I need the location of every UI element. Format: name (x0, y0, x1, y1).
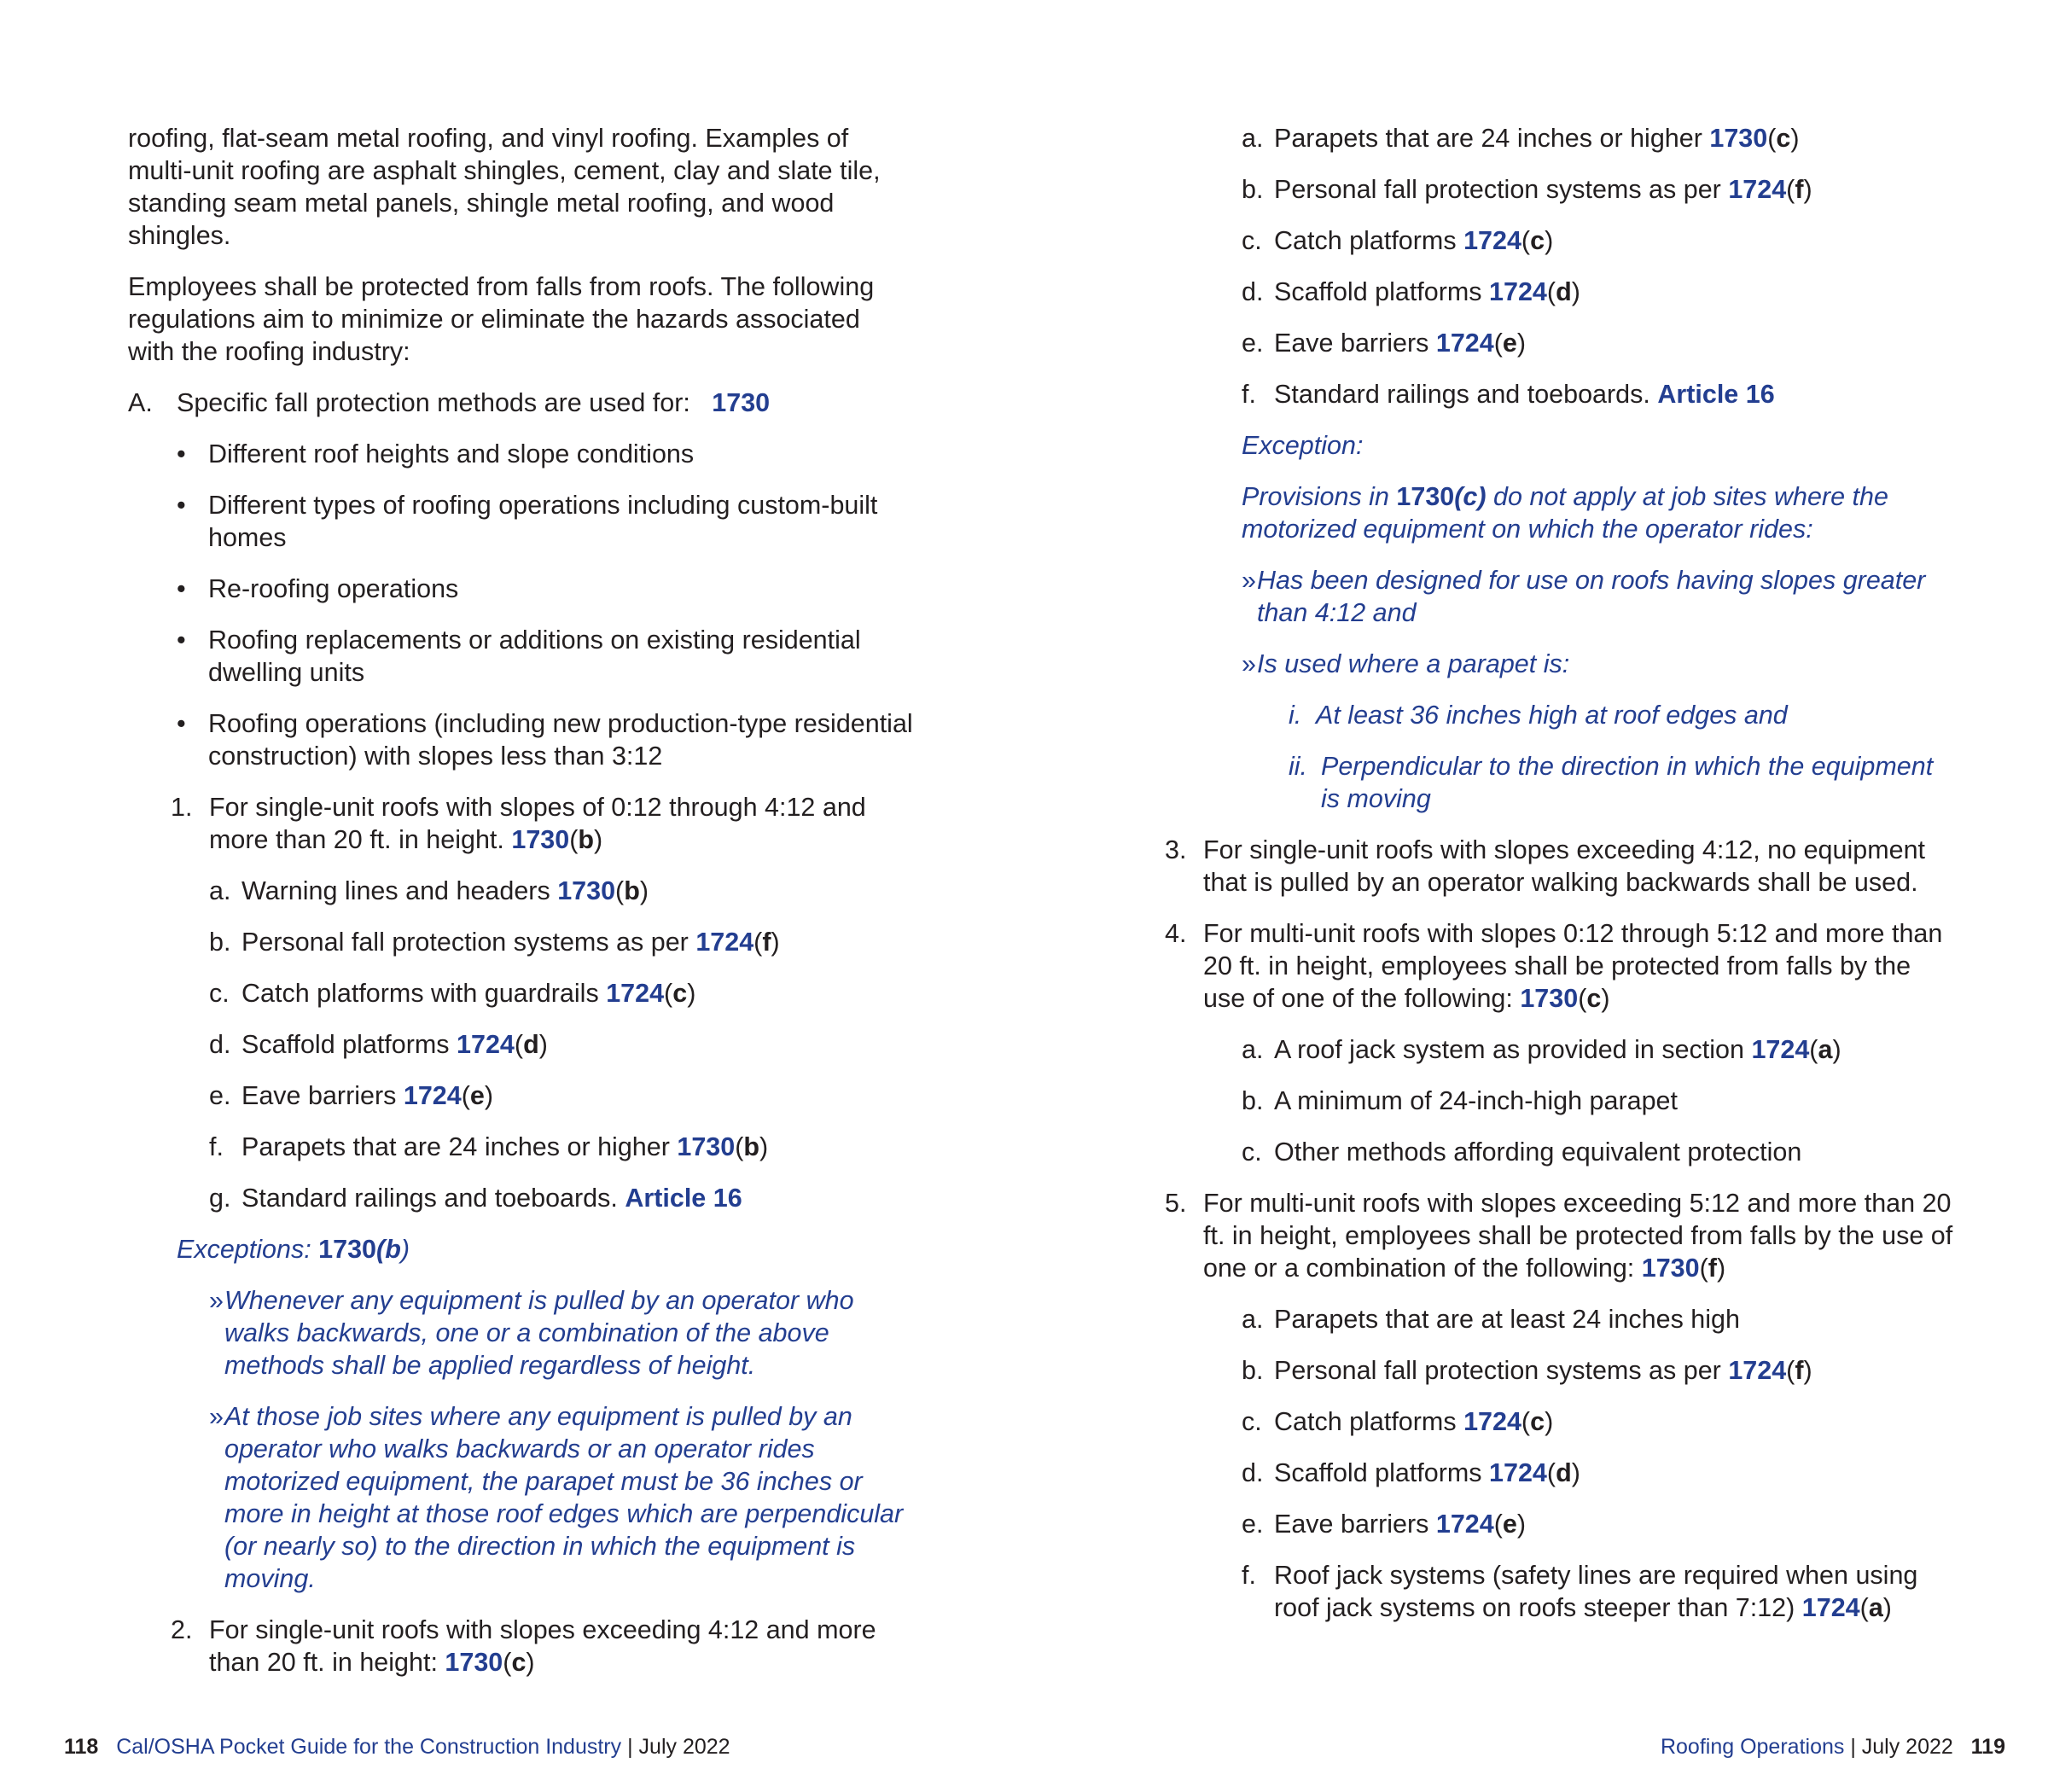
list-text: A roof jack system as provided in section (1274, 1035, 1744, 1064)
list-marker: e. (1242, 1510, 1264, 1539)
subsection-letter: a (1818, 1035, 1833, 1064)
sub-item (209, 1182, 913, 1214)
exceptions-heading: Exceptions: 1730(b) (177, 1235, 410, 1264)
section-ref-link[interactable]: 1724 (1728, 175, 1787, 204)
left-page-column (128, 122, 913, 1697)
sub-item: b. Personal fall protection systems as per 1724(f) (1242, 175, 1812, 204)
section-ref-link[interactable]: 1730 (318, 1235, 377, 1264)
subsection-letter: c (1530, 1407, 1545, 1436)
exception-item (1242, 648, 1954, 680)
list-text: Scaffold platforms (1274, 1458, 1482, 1487)
section-ref-link[interactable]: 1730 (712, 388, 771, 417)
list-text: Other methods affording equivalent protection (1274, 1137, 1802, 1167)
subsection-letter: b (385, 1235, 401, 1264)
section-ref-link[interactable]: 1724 (1435, 1510, 1494, 1539)
numbered-item-4: 4. For multi-unit roofs with slopes 0:12 through 5:12 and more than 20 ft. in height, employees shall be protected from falls by the use of one of the following: 1730(c) (1165, 919, 1943, 1013)
section-ref-link[interactable]: 1724 (695, 928, 754, 957)
sub-item: a. A roof jack system as provided in section 1724(a) (1242, 1035, 1841, 1064)
footer-date: July 2022 (1861, 1735, 1953, 1759)
exception-text: do not apply at job sites where the motorized equipment on which the operator rides: (1242, 482, 1888, 544)
sub-item: c. Catch platforms with guardrails 1724(c) (209, 979, 696, 1008)
subsection-letter: a (1868, 1593, 1883, 1622)
list-marker: 3. (1165, 835, 1187, 864)
list-marker: e. (209, 1081, 231, 1110)
sub-item: e. Eave barriers 1724(e) (1242, 1510, 1527, 1539)
right-page-footer (1661, 1734, 2005, 1760)
subsection-letter: e (1502, 329, 1517, 358)
section-ref-link[interactable]: 1724 (606, 979, 665, 1008)
section-ref-link[interactable]: 1730 (1641, 1254, 1700, 1283)
list-text: Parapets that are at least 24 inches high (1274, 1305, 1740, 1334)
subsection-letter: b (624, 876, 640, 905)
right-page-column (1165, 122, 1954, 1643)
article-ref-link[interactable]: Article 16 (1657, 380, 1775, 409)
subsection-letter: c (1463, 482, 1478, 511)
bullet-item (177, 489, 913, 554)
sub-item: d. Scaffold platforms 1724(d) (1242, 277, 1580, 306)
list-text: Standard railings and toeboards. (1274, 380, 1650, 409)
list-text: Catch platforms with guardrails (241, 979, 599, 1008)
subsection-letter: e (469, 1081, 485, 1110)
list-text: For single-unit roofs with slopes of 0:12 through 4:12 and more than 20 ft. in height. (209, 793, 866, 854)
bullet-icon: • (177, 491, 186, 520)
list-text: Catch platforms (1274, 1407, 1457, 1436)
section-ref-link[interactable]: 1724 (1435, 329, 1494, 358)
list-text: Scaffold platforms (241, 1030, 450, 1059)
exception-text: Provisions in (1242, 482, 1389, 511)
list-marker: f. (1242, 380, 1256, 409)
exceptions-label: Exceptions: (177, 1235, 311, 1264)
bullet-text: Different roof heights and slope conditions (208, 439, 695, 468)
list-text: For multi-unit roofs with slopes exceeding 5:12 and more than 20 ft. in height, employees shall be protected from falls by the use of one or a combination of the following: (1203, 1189, 1953, 1283)
list-marker: a. (209, 876, 231, 905)
bullet-item (177, 573, 913, 605)
list-marker: d. (1242, 1458, 1264, 1487)
bullet-icon: • (177, 709, 186, 738)
list-marker: 5. (1165, 1189, 1187, 1218)
sub-item: b. Personal fall protection systems as per 1724(f) (1242, 1356, 1812, 1385)
subsection-letter: b (743, 1132, 760, 1161)
list-text: Scaffold platforms (1274, 277, 1482, 306)
sub-item (1242, 1136, 1954, 1168)
list-text: Standard railings and toeboards. (241, 1184, 618, 1213)
subsection-letter: d (1556, 277, 1572, 306)
article-ref-link[interactable]: Article 16 (625, 1184, 742, 1213)
list-marker: f. (1242, 1561, 1256, 1590)
chevron-right-icon: » (1242, 566, 1256, 595)
list-text: Parapets that are 24 inches or higher (1274, 124, 1702, 153)
section-ref-link[interactable]: 1730 (677, 1132, 736, 1161)
list-marker: c. (1242, 226, 1262, 255)
bullet-text: Roofing operations (including new production-type residential construction) with slopes less than 3:12 (208, 709, 913, 771)
sub-item (1242, 378, 1954, 410)
footer-separator: | (627, 1735, 633, 1759)
section-ref-link[interactable]: 1730 (1520, 984, 1579, 1013)
page-number: 118 (64, 1735, 99, 1759)
bullet-item (177, 624, 913, 689)
subsection-letter: c (1586, 984, 1602, 1013)
bullet-item (177, 438, 913, 470)
page-number: 119 (1970, 1735, 2005, 1759)
list-marker: f. (209, 1132, 224, 1161)
subsection-letter: c (511, 1648, 527, 1677)
chevron-right-icon: » (209, 1286, 224, 1315)
sub-item: f. Roof jack systems (safety lines are required when using roof jack systems on roofs steeper than 7:12) 1724(a) (1242, 1561, 1918, 1622)
subsection-letter: d (523, 1030, 539, 1059)
section-ref-link[interactable]: 1724 (457, 1030, 515, 1059)
list-marker: c. (1242, 1407, 1262, 1436)
list-text: For multi-unit roofs with slopes 0:12 through 5:12 and more than 20 ft. in height, employees shall be protected from falls by the use of one of the following: (1203, 919, 1943, 1013)
section-ref-link[interactable]: 1724 (1463, 226, 1521, 255)
bullet-text: Re-roofing operations (208, 574, 459, 603)
list-text: Eave barriers (1274, 1510, 1429, 1539)
list-text: Warning lines and headers (241, 876, 550, 905)
bullet-item (177, 707, 913, 772)
list-text: A minimum of 24-inch-high parapet (1274, 1086, 1678, 1115)
subsection-letter: c (672, 979, 688, 1008)
subsection-letter: c (1530, 226, 1545, 255)
sub-item: d. Scaffold platforms 1724(d) (1242, 1458, 1580, 1487)
numbered-item-1: 1. For single-unit roofs with slopes of 0:12 through 4:12 and more than 20 ft. in height. 1730(b) (171, 793, 866, 854)
footer-separator: | (1850, 1735, 1856, 1759)
section-ref-link[interactable]: 1724 (1728, 1356, 1787, 1385)
list-marker: a. (1242, 1035, 1264, 1064)
sub-item: d. Scaffold platforms 1724(d) (209, 1030, 548, 1059)
subsection-letter: b (578, 825, 595, 854)
list-text: Specific fall protection methods are used for: (177, 388, 690, 417)
list-marker: c. (209, 979, 230, 1008)
sub-item: a. Parapets that are 24 inches or higher 1730(c) (1242, 124, 1800, 153)
section-ref-link[interactable]: 1730 (1396, 482, 1455, 511)
section-ref-link[interactable]: 1724 (1489, 277, 1547, 306)
list-text: Personal fall protection systems as per (1274, 1356, 1721, 1385)
list-marker: d. (1242, 277, 1264, 306)
section-ref-link[interactable]: 1730 (1709, 124, 1768, 153)
list-marker: b. (1242, 175, 1264, 204)
exception-item (209, 1284, 913, 1382)
list-text: Catch platforms (1274, 226, 1457, 255)
section-ref-link[interactable]: 1724 (1489, 1458, 1547, 1487)
footer-date: July 2022 (638, 1735, 730, 1759)
list-marker: c. (1242, 1137, 1262, 1167)
list-text: Roof jack systems (safety lines are required when using roof jack systems on roofs steeper than 7:12) (1274, 1561, 1918, 1622)
list-marker: b. (1242, 1086, 1264, 1115)
exception-heading: Exception: (1242, 431, 1364, 460)
section-ref-link[interactable]: 1730 (445, 1648, 503, 1677)
exception-item (209, 1400, 913, 1595)
left-page-footer (64, 1734, 730, 1760)
section-ref-link[interactable]: 1724 (1801, 1593, 1860, 1622)
list-marker: 1. (171, 793, 193, 822)
list-marker: e. (1242, 329, 1264, 358)
sub-item: c. Catch platforms 1724(c) (1242, 1407, 1554, 1436)
subsection-letter: e (1502, 1510, 1517, 1539)
section-ref-link[interactable]: 1730 (557, 876, 616, 905)
list-marker: 2. (171, 1615, 193, 1644)
list-marker: A. (128, 388, 153, 417)
list-marker: a. (1242, 124, 1264, 153)
section-ref-link[interactable]: 1730 (511, 825, 570, 854)
list-marker: 4. (1165, 919, 1187, 948)
bullet-icon: • (177, 439, 186, 468)
list-text: At least 36 inches high at roof edges and (1316, 701, 1788, 730)
exception-text: Whenever any equipment is pulled by an operator who walks backwards, one or a combination of the above methods shall be applied regardless of height. (224, 1286, 854, 1380)
list-text: Personal fall protection systems as per (1274, 175, 1721, 204)
bullet-icon: • (177, 574, 186, 603)
list-marker: g. (209, 1184, 231, 1213)
sub-item: f. Parapets that are 24 inches or higher 1730(b) (209, 1132, 769, 1161)
exception-text: At those job sites where any equipment is pulled by an operator who walks backwards or an operator rides motorized equipment, the parapet must be 36 inches or more in height at those roof edges which are perpendicular (or nearly so) to the direction in which the equipment is moving. (224, 1402, 904, 1593)
sub-item (1242, 1303, 1954, 1335)
list-text: Perpendicular to the direction in which the equipment is moving (1321, 752, 1934, 813)
list-text: Parapets that are 24 inches or higher (241, 1132, 670, 1161)
list-marker: i. (1289, 701, 1302, 730)
exception-provision: Provisions in 1730(c) do not apply at job sites where the motorized equipment on which the operator rides: (1242, 482, 1888, 544)
sub-item: e. Eave barriers 1724(e) (209, 1081, 494, 1110)
publication-title: Cal/OSHA Pocket Guide for the Construction Industry (116, 1735, 622, 1759)
list-marker: b. (209, 928, 231, 957)
list-text: For single-unit roofs with slopes exceeding 4:12, no equipment that is pulled by an operator walking backwards shall be used. (1203, 835, 1926, 897)
exception-text: Has been designed for use on roofs having slopes greater than 4:12 and (1257, 566, 1926, 627)
sub-item: c. Catch platforms 1724(c) (1242, 226, 1554, 255)
list-marker: a. (1242, 1305, 1264, 1334)
section-ref-link[interactable]: 1724 (1751, 1035, 1810, 1064)
list-marker: ii. (1289, 752, 1308, 781)
sub-item (1242, 1085, 1954, 1117)
chapter-title: Roofing Operations (1660, 1735, 1845, 1759)
exception-item (1242, 564, 1954, 629)
subsection-letter: c (1776, 124, 1791, 153)
numbered-item-3 (1165, 834, 1954, 899)
subsection-letter: f (762, 928, 771, 957)
section-ref-link[interactable]: 1724 (1463, 1407, 1521, 1436)
numbered-item-5: 5. For multi-unit roofs with slopes exceeding 5:12 and more than 20 ft. in height, employees shall be protected from falls by the use of one or a combination of the following: 1730(f) (1165, 1189, 1953, 1283)
subsection-letter: f (1795, 1356, 1804, 1385)
bullet-icon: • (177, 625, 186, 655)
list-text: Personal fall protection systems as per (241, 928, 689, 957)
roman-item (1289, 699, 1954, 731)
protection-paragraph: Employees shall be protected from falls from roofs. The following regulations aim to minimize or eliminate the hazards associated with the roofing industry: (128, 272, 875, 366)
bullet-text: Roofing replacements or additions on existing residential dwelling units (208, 625, 861, 687)
roman-item (1289, 750, 1954, 815)
subsection-letter: f (1795, 175, 1804, 204)
bullet-text: Different types of roofing operations including custom-built homes (208, 491, 878, 552)
section-ref-link[interactable]: 1724 (403, 1081, 462, 1110)
sub-item: e. Eave barriers 1724(e) (1242, 329, 1527, 358)
list-text: For single-unit roofs with slopes exceeding 4:12 and more than 20 ft. in height: (209, 1615, 876, 1677)
subsection-letter: f (1708, 1254, 1717, 1283)
list-text: Eave barriers (241, 1081, 397, 1110)
list-marker: d. (209, 1030, 231, 1059)
chevron-right-icon: » (209, 1402, 224, 1431)
list-text: Eave barriers (1274, 329, 1429, 358)
exception-text: Is used where a parapet is: (1257, 649, 1570, 678)
sub-item: b. Personal fall protection systems as per 1724(f) (209, 928, 780, 957)
subsection-letter: d (1556, 1458, 1572, 1487)
numbered-item-2: 2. For single-unit roofs with slopes exceeding 4:12 and more than 20 ft. in height: 1730(c) (171, 1615, 876, 1677)
list-item-a (128, 387, 913, 419)
sub-item: a. Warning lines and headers 1730(b) (209, 876, 649, 905)
list-marker: b. (1242, 1356, 1264, 1385)
chevron-right-icon: » (1242, 649, 1256, 678)
intro-paragraph: roofing, flat-seam metal roofing, and vinyl roofing. Examples of multi-unit roofing are asphalt shingles, cement, clay and slate tile, standing seam metal panels, shingle metal roofing, and wood shingles. (128, 124, 881, 250)
